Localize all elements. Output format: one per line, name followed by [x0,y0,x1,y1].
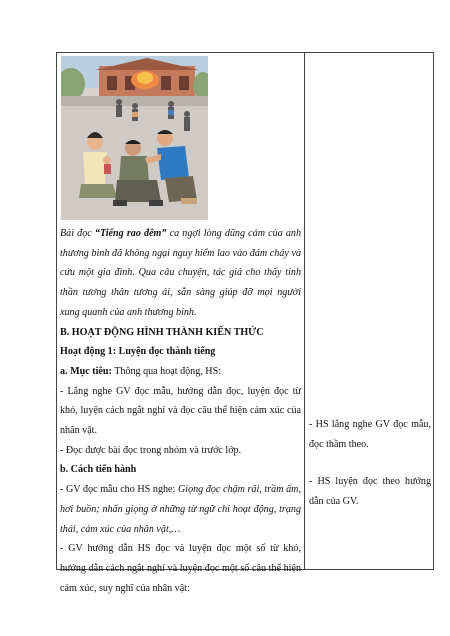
spacer [309,454,431,472]
goal-item: - Đọc được bài đọc trong nhóm và trước lớp. [60,444,242,456]
section-heading: B. HOẠT ĐỘNG HÌNH THÀNH KIẾN THỨC [60,326,264,338]
goal-paragraph [60,362,301,382]
method-heading: b. Cách tiến hành [60,464,137,476]
intro-body: ca ngợi lòng dũng cảm của anh thương binh đã không ngại nguy hiểm lao vào đám cháy và cứu một gia đình. Qua câu chuyện, tác giả cho thấy tinh thần tương thân tương ái, sẵn sàng giúp đỡ mọi người xung quanh của anh thương binh. [60,228,302,318]
lesson-table [56,52,434,594]
left-column-text [60,224,301,598]
column-divider [304,53,305,569]
goal-text: Thông qua hoạt động, HS: [111,365,222,377]
right-column-text [309,415,431,512]
illustration-rescue-scene-icon [61,56,208,220]
goal-item: - Lắng nghe GV đọc mẫu, hướng dẫn đọc, luyện đọc từ khó, luyện cách ngắt nghỉ và đọc câu thể hiện cảm xúc của nhân vật. [60,385,301,437]
method-item-text: - GV đọc mẫu cho HS nghe: [60,484,178,496]
reading-title: “Tiếng rao đêm” [94,228,167,239]
method-item: - GV hướng dẫn HS đọc và luyện đọc một số từ khó, hướng dẫn cách ngắt nghỉ và luyện đọc một số câu thể hiện cảm xúc, suy nghĩ của nhân vật: [60,543,301,594]
activity-heading: Hoạt động 1: Luyện đọc thành tiếng [60,346,216,358]
student-activity-item: - HS lắng nghe GV đọc mẫu, đọc thầm theo. [309,419,431,450]
method-item-italic: Giọng đọc chậm rãi, trầm ấm, hơi buồn; nhấn giọng ở những từ ngữ chỉ hoạt động, trạng thái, cảm xúc của nhân vật,… [60,484,301,535]
intro-prefix: Bài đọc [60,228,95,239]
reading-intro-paragraph [60,224,301,323]
student-activity-item: - HS luyện đọc theo hướng dẫn của GV. [309,476,431,508]
method-item [60,480,301,539]
goal-label: a. Mục tiêu: [60,365,112,377]
